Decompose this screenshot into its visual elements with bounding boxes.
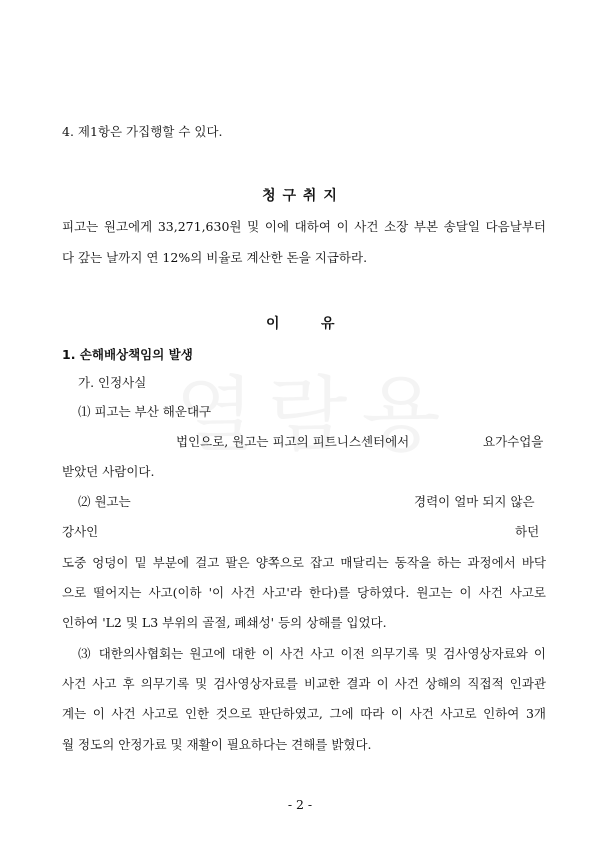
claim-line-1: 피고는 원고에게 33,271,630원 및 이에 대하여 이 사건 소장 부본 송달일 다음날부터 (62, 219, 546, 234)
fact-2-line-4: 으로 떨어지는 사고(이하 '이 사건 사고'라 한다)를 당하였다. 원고는 이 사건 사고로 (62, 585, 546, 600)
fact-2-line-1b: 경력이 얼마 되지 않은 (414, 494, 535, 509)
fact-3-line-3: 계는 이 사건 사고로 인한 것으로 판단하였고, 그에 따라 이 사건 사고로 인하여 3개 (62, 706, 546, 721)
fact-3-line-1: ⑶ 대한의사협회는 원고에 대한 이 사건 사고 이전 의무기록 및 검사영상자료와 이 (78, 646, 546, 661)
reasons-heading-left: 이 (266, 316, 280, 332)
fact-1-line-1: ⑴ 피고는 부산 해운대구 (78, 404, 212, 419)
fact-2-line-2a: 강사인 (62, 524, 99, 539)
reasons-heading-right: 유 (321, 316, 335, 332)
fact-3-line-2: 사건 사고 후 의무기록 및 검사영상자료를 비교한 결과 이 사건 상해의 직접적 인과관 (62, 676, 546, 691)
fact-1-line-3: 받았던 사람이다. (62, 464, 155, 479)
fact-2-line-5: 인하여 'L2 및 L3 부위의 골절, 폐쇄성' 등의 상해를 입었다. (62, 615, 387, 630)
fact-2-line-3: 도중 엉덩이 밑 부분에 걸고 팔은 양쪽으로 잡고 매달리는 동작을 하는 과정에서 바닥 (62, 555, 546, 570)
claim-line-2: 다 갚는 날까지 연 12%의 비율로 계산한 돈을 지급하라. (62, 250, 368, 265)
fact-1-line-2a: 법인으로, 원고는 피고의 피트니스센터에서 (176, 434, 410, 449)
page-number: - 2 - (287, 797, 313, 812)
claim-heading: 청 구 취 지 (262, 188, 338, 204)
subsection-a-title: 가. 인정사실 (78, 375, 147, 390)
fact-3-line-4: 월 정도의 안정가료 및 재활이 필요하다는 견해를 밝혔다. (62, 737, 372, 752)
fact-2-line-1a: ⑵ 원고는 (78, 494, 131, 509)
section-1-title: 1. 손해배상책임의 발생 (62, 347, 193, 362)
fact-2-line-2b: 하던 (515, 524, 540, 539)
order-item-4: 4. 제1항은 가집행할 수 있다. (62, 124, 223, 139)
fact-1-line-2b: 요가수업을 (483, 434, 544, 449)
